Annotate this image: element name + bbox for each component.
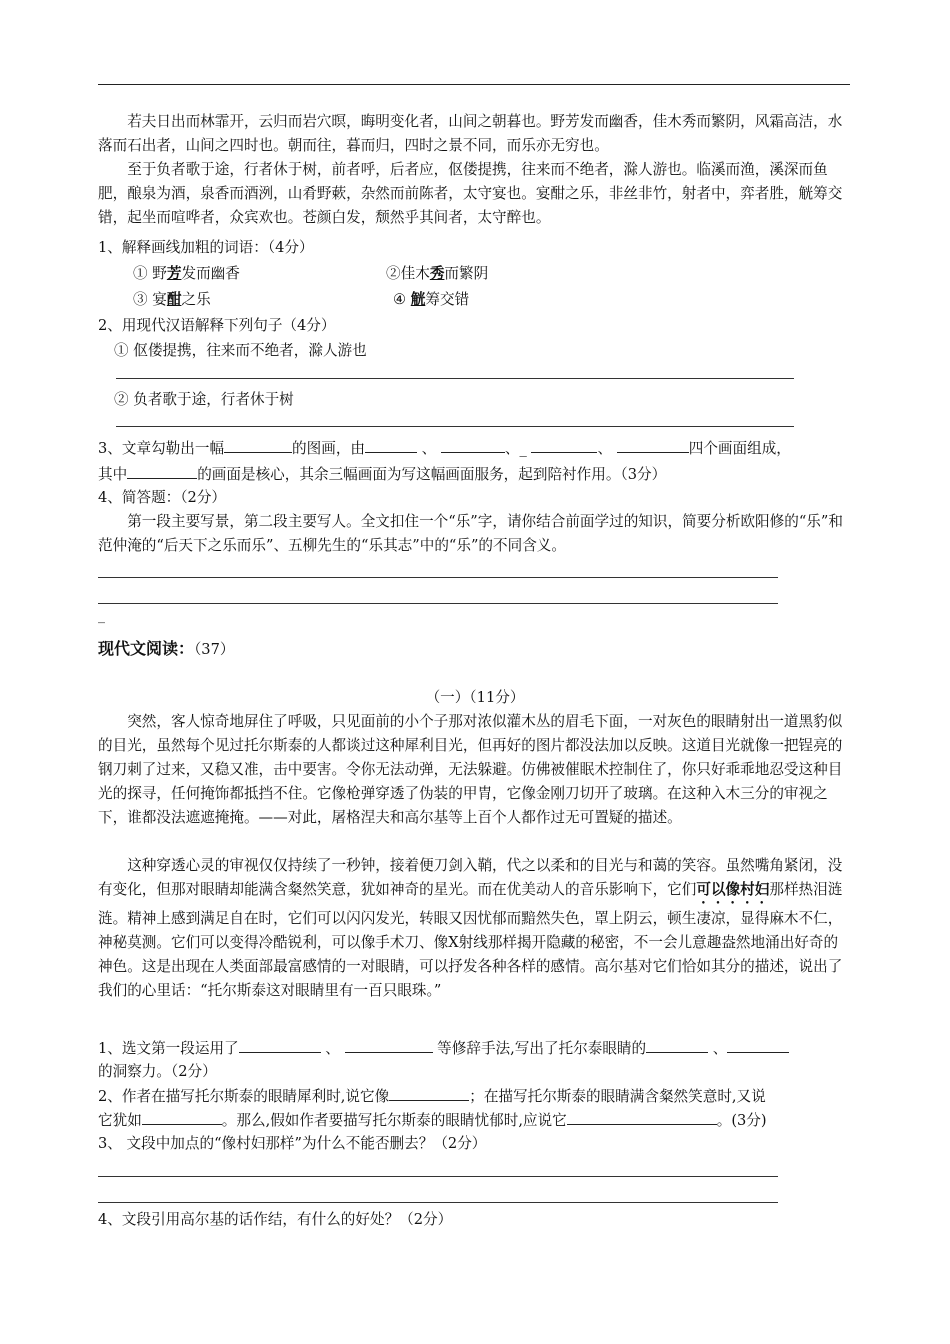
modern-section-title: 现代文阅读：（37） bbox=[98, 639, 235, 658]
modern-para-1: 突然，客人惊奇地屏住了呼吸，只见面前的小个子那对浓似灌木丛的眉毛下面，一对灰色的眼睛射出一道黑豹似的目光，虽然每个见过托尔斯泰的人都谈过这种犀利目光，但再好的图片都没法加以反映。这道目光就像一把锃亮的钢刀刺了过来，又稳又准，击中要害。令你无法动弹，无法躲避。仿佛被催眠术控制住了，你只好乖乖地忍受这种目光的探寻，任何掩饰都抵挡不住。它像枪弹穿透了伪装的甲胄，它像金刚刀切开了玻璃。在这种入木三分的审视之下，谁都没法遮遮掩掩。——对此，屠格涅夫和高尔基等上百个人都作过无可置疑的描述。 bbox=[98, 713, 843, 826]
classical-q1-item-1: ① 野芳发而幽香 bbox=[133, 265, 240, 282]
blank-field[interactable] bbox=[727, 1036, 789, 1053]
answer-line[interactable] bbox=[98, 603, 778, 604]
modern-para-2: 这种穿透心灵的审视仅仅持续了一秒钟，接着便刀剑入鞘，代之以柔和的目光与和蔼的笑容。虽然嘴角紧闭，没有变化，但那对眼睛却能满含粲然笑意，犹如神奇的星光。而在优美动人的音乐影响下，它们可以像村妇那样热泪涟涟。精神上感到满足自在时，它们可以闪闪发光，转眼又因忧郁而黯然失色，罩上阴云，顿生凄凉，显得麻木不仁，神秘莫测。它们可以变得冷酷锐利，可以像手术刀、像X射线那样揭开隐藏的秘密，不一会儿意趣盎然地涌出好奇的神色。这是出现在人类面部最富感情的一对眼睛，可以抒发各种各样的感情。高尔基对它们恰如其分的描述，说出了我们的心里话：“托尔斯泰这对眼睛里有一百只眼珠。” bbox=[98, 857, 843, 999]
stray-underscore: _ bbox=[98, 608, 105, 624]
blank-field[interactable] bbox=[239, 1036, 321, 1053]
blank-field[interactable] bbox=[142, 1108, 222, 1125]
classical-para-1: 若夫日出而林霏开，云归而岩穴暝，晦明变化者，山间之朝暮也。野芳发而幽香，佳木秀而繁阴，风霜高洁，水落而石出者，山间之四时也。朝而往，暮而归，四时之景不同，而乐亦无穷也。 bbox=[98, 113, 843, 154]
answer-line[interactable] bbox=[116, 426, 794, 427]
classical-para-2: 至于负者歌于途，行者休于树，前者呼，后者应，伛偻提携，往来而不绝者，滁人游也。临溪而渔，溪深而鱼肥，酿泉为酒，泉香而酒洌，山肴野蔌，杂然而前陈者，太守宴也。宴酣之乐，非丝非竹，射者中，弈者胜，觥筹交错，起坐而喧哗者，众宾欢也。苍颜白发，颓然乎其间者，太守醉也。 bbox=[98, 161, 843, 226]
answer-line[interactable] bbox=[116, 378, 794, 379]
blank-field[interactable] bbox=[127, 462, 197, 479]
blank-field[interactable] bbox=[617, 436, 689, 453]
blank-field[interactable] bbox=[345, 1036, 433, 1053]
answer-line[interactable] bbox=[98, 577, 778, 578]
answer-line[interactable] bbox=[98, 1202, 778, 1203]
answer-line[interactable] bbox=[98, 1176, 778, 1177]
dotted-phrase: 可以像村妇 bbox=[696, 881, 770, 898]
modern-q2-line-2: 它犹如 。那么,假如作者要描写托尔斯泰的眼睛忧郁时,应说它 。(3分) bbox=[98, 1108, 767, 1133]
part-one-title: （一）（11分） bbox=[425, 689, 525, 706]
classical-q2-sentence-1: ① 伛偻提携，往来而不绝者，滁人游也 bbox=[114, 342, 367, 359]
blank-field[interactable] bbox=[389, 1084, 469, 1101]
classical-q4-label: 4、简答题：（2分） bbox=[98, 489, 227, 506]
modern-q3-label: 3、 文段中加点的“像村妇那样”为什么不能否删去？（2分） bbox=[98, 1135, 487, 1152]
classical-q2-sentence-2: ② 负者歌于途，行者休于树 bbox=[114, 391, 294, 408]
classical-q1-item-3: ③ 宴酣之乐 bbox=[133, 291, 211, 308]
classical-q4-text: 第一段主要写景，第二段主要写人。全文扣住一个“乐”字，请你结合前面学过的知识，简要分析欧阳修的“乐”和范仲淹的“后天下之乐而乐”、五柳先生的“乐其志”中的“乐”的不同含义。 bbox=[98, 513, 843, 554]
classical-q1-label: 1、解释画线加粗的词语：（4分） bbox=[98, 239, 314, 256]
classical-q1-item-2: ②佳木秀而繁阴 bbox=[386, 265, 489, 282]
blank-field[interactable] bbox=[567, 1108, 717, 1125]
classical-q3-line-1: 3、文章勾勒出一幅 的图画，由 、 、_ 、 四个画面组成， bbox=[98, 436, 791, 461]
modern-q1-line-1: 1、选文第一段运用了 、 等修辞手法,写出了托尔泰眼睛的 、 bbox=[98, 1036, 789, 1061]
blank-field[interactable] bbox=[646, 1036, 708, 1053]
blank-field[interactable] bbox=[441, 436, 505, 453]
classical-q2-label: 2、用现代汉语解释下列句子（4分） bbox=[98, 317, 336, 334]
modern-q1-line-2: 的洞察力。（2分） bbox=[98, 1063, 217, 1080]
blank-field[interactable] bbox=[531, 436, 597, 453]
classical-q1-item-4: ④ 觥筹交错 bbox=[393, 291, 470, 308]
modern-q4-label: 4、文段引用高尔基的话作结，有什么的好处？（2分） bbox=[98, 1211, 453, 1228]
modern-q2-line-1: 2、作者在描写托尔斯泰的眼睛犀利时,说它像 ；在描写托尔斯泰的眼睛满含粲然笑意时,又说 bbox=[98, 1084, 766, 1109]
blank-field[interactable] bbox=[365, 436, 417, 453]
classical-q3-line-2: 其中 的画面是核心，其余三幅画面为写这幅画面服务，起到陪衬作用。（3分） bbox=[98, 462, 666, 487]
top-rule bbox=[98, 84, 850, 85]
blank-field[interactable] bbox=[224, 436, 292, 453]
